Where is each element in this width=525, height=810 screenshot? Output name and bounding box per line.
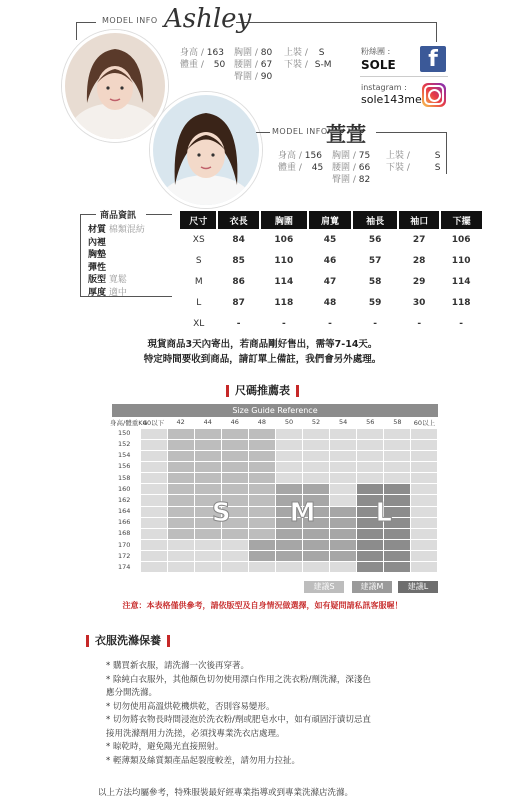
size-table-row [180,271,482,292]
guide-cell [384,540,410,550]
weight-tick: 54 [339,418,348,426]
guide-cell [195,440,221,450]
model-name: Ashley [164,4,252,34]
model1-measurements-mid: 胸圍 / 80 腰圍 / 67 臀圍 / 90 [234,48,273,82]
guide-cell [222,540,248,550]
size-cell: 85 [232,255,245,266]
size-cell: 110 [451,255,471,266]
model-name: 萱萱 [326,122,366,146]
size-cell: S [195,255,202,266]
guide-cell [411,518,437,528]
size-cell: 30 [412,297,426,308]
guide-cell [195,429,221,439]
guide-cell [411,551,437,561]
red-bar [86,635,89,647]
model-photo [150,92,262,208]
care-line: * 晾乾時，避免陽光直接照射。 [106,742,224,752]
guide-cell [195,562,221,572]
guide-cell [330,429,356,439]
weight-tick: 60以上 [413,419,436,427]
guide-cell [384,473,410,483]
guide-cell [168,484,194,494]
size-cell: - [459,318,464,329]
guide-cell [303,429,329,439]
guide-cell [411,529,437,539]
product-info-row: 版型 寬鬆 [88,275,127,285]
size-cell: 86 [232,276,245,287]
model-photo [62,30,168,142]
guide-cell [357,529,383,539]
size-cell: - [417,318,422,329]
size-table-row [180,229,482,250]
guide-cell [330,551,356,561]
guide-cell [276,440,302,450]
shipping-notice: 現貨商品3天內寄出，若商品剛好售出，需等7-14天。 [147,339,378,350]
guide-cell [303,562,329,572]
guide-cell [141,518,167,528]
guide-cell [330,540,356,550]
size-header: 袖口 [398,211,440,229]
size-cell: - [236,318,241,329]
guide-cell [411,562,437,572]
height-tick: 170 [118,540,131,549]
guide-cell [303,440,329,450]
model2-measurements-mid: 胸圍 / 75 腰圍 / 66 臀圍 / 82 [332,151,371,185]
model2-hip: 82 [358,175,371,185]
care-line: * 除純白衣服外，其他顏色切勿使用漂白作用之洗衣粉/劑洗滌，深淺色 [106,674,371,685]
size-letter-m: M [289,497,316,528]
guide-cell [276,540,302,550]
facebook-icon[interactable]: f [420,46,446,72]
guide-cell [222,562,248,572]
height-tick: 174 [118,562,131,571]
height-tick: 162 [118,495,131,504]
height-tick: 168 [118,529,131,538]
guide-cell [276,462,302,472]
guide-cell [384,562,410,572]
instagram-icon[interactable] [422,83,446,107]
weight-tick: 50 [284,418,294,426]
guide-cell [411,451,437,461]
guide-cell [195,484,221,494]
frame-line [76,22,96,23]
guide-cell [168,495,194,505]
guide-cell [330,495,356,505]
guide-cell [276,429,302,439]
guide-cell [384,551,410,561]
legend-s: 建議S [304,581,344,593]
guide-cell [303,551,329,561]
guide-cell [276,562,302,572]
weight-tick: 58 [393,418,402,426]
model1-chest: 80 [260,48,273,58]
size-cell: 106 [274,234,294,245]
guide-cell [411,507,437,517]
red-bar [296,385,299,397]
guide-cell [141,551,167,561]
size-table [180,211,482,334]
model-info-label: MODEL INFO [272,127,328,136]
model1-top: S [318,48,325,58]
guide-cell [249,507,275,517]
care-footer: 以上方法均屬參考，特殊服裝最好經專業指導或到專業洗滌店洗滌。 [98,788,354,798]
guide-cell [357,440,383,450]
guide-cell [384,429,410,439]
guide-cell [249,529,275,539]
guide-cell [330,484,356,494]
guide-cell [249,451,275,461]
red-bar [167,635,170,647]
guide-cell [276,473,302,483]
frame-line [376,132,446,133]
guide-cell [411,429,437,439]
guide-cell [303,473,329,483]
guide-cell [141,440,167,450]
size-note: 注意：本表格僅供參考，請依版型及自身情況做選擇，如有疑問請私訊客服喔！ [122,601,403,610]
guide-cell [249,429,275,439]
care-line: 接用洗滌劑用力洗搓，必須找專業洗衣店處理。 [106,728,285,739]
model2-weight: 45 [311,163,324,173]
frame-line [436,22,437,42]
size-guide-chart [112,417,438,573]
height-tick: 150 [118,429,131,437]
model2-height: 156 [304,151,322,161]
guide-cell [303,540,329,550]
guide-cell [141,462,167,472]
size-table-header [180,211,482,229]
size-cell: - [328,318,332,329]
guide-cell [168,462,194,472]
guide-cell [357,562,383,572]
size-guide-title: 尺碼推薦表 [0,382,525,398]
care-line: * 輕薄類及絲質類產品起裂度較差，請勿用力拉扯。 [106,755,300,766]
guide-cell [168,473,194,483]
frame-line [76,22,77,40]
model2-measurements-right: 上裝 / S 下裝 / S [386,151,441,173]
guide-cell [303,451,329,461]
divider [360,76,448,77]
guide-cell [195,473,221,483]
guide-cell [357,484,383,494]
guide-cell [168,451,194,461]
weight-tick: 40以下 [142,419,165,427]
guide-cell [168,562,194,572]
guide-cell [330,529,356,539]
guide-cell [141,451,167,461]
size-header: 胸圍 [260,211,308,229]
care-line: * 切勿將衣物長時間浸泡於洗衣粉/劑或肥皂水中，如有頑固汙漬切忌直 [106,715,371,725]
model2-bottom: S [434,163,441,173]
chart-title: Size Guide Reference [112,404,438,417]
fans-label: 粉絲團 : [361,47,391,56]
size-cell: 114 [451,276,471,287]
guide-cell [357,462,383,472]
guide-cell [303,529,329,539]
frame-line [256,132,270,133]
guide-cell [411,495,437,505]
size-header: 袖長 [352,211,398,229]
size-cell: M [194,276,203,287]
model-info-label: MODEL INFO [102,16,158,25]
guide-cell [195,462,221,472]
size-letter-l: L [375,497,393,528]
weight-tick: 56 [366,418,375,426]
guide-cell [330,518,356,528]
model2-chest: 75 [358,151,371,161]
model2-top: S [434,151,441,161]
guide-cell [384,462,410,472]
guide-cell [384,484,410,494]
guide-cell [168,440,194,450]
guide-cell [168,518,194,528]
model1-measurements-right: 上裝 / S 下裝 / S-M [284,48,332,70]
size-cell: 106 [451,234,471,245]
guide-cell [411,484,437,494]
guide-cell [249,562,275,572]
weight-tick: 42 [176,418,185,426]
height-tick: 154 [118,451,131,460]
frame-line [446,132,447,174]
size-cell: - [281,318,286,329]
guide-cell [357,551,383,561]
model1-weight: 50 [213,60,226,70]
size-header: 尺寸 [180,211,217,229]
guide-cell [141,429,167,439]
guide-cell [249,462,275,472]
product-info-row: 內裡 [88,237,107,248]
guide-cell [249,551,275,561]
size-cell: XS [192,234,205,245]
guide-cell [168,551,194,561]
size-cell: 114 [274,276,294,287]
guide-cell [330,473,356,483]
guide-cell [168,540,194,550]
product-info-row: 彈性 [88,262,107,273]
guide-cell [195,540,221,550]
guide-cell [357,429,383,439]
frame-line [80,214,81,296]
guide-cell [141,473,167,483]
guide-cell [411,540,437,550]
height-tick: 166 [118,518,131,527]
instagram-name[interactable]: sole143me [361,93,422,106]
frame-line [80,214,96,215]
guide-cell [330,462,356,472]
guide-cell [249,540,275,550]
size-cell: 45 [323,234,337,245]
size-cell: 58 [368,276,382,287]
guide-cell [303,484,329,494]
care-line: * 購買新衣服，請洗滌一次後再穿著。 [106,661,249,671]
guide-cell [141,529,167,539]
guide-cell [141,495,167,505]
model1-waist: 67 [260,60,273,70]
guide-cell [384,451,410,461]
weight-tick: 48 [257,418,267,426]
size-cell: 59 [368,297,382,308]
guide-cell [411,440,437,450]
guide-cell [357,540,383,550]
frame-line [236,22,436,23]
size-cell: 27 [412,234,426,245]
guide-cell [195,551,221,561]
size-cell: 29 [412,276,426,287]
product-info-row: 胸墊 [88,250,107,260]
size-cell: 46 [323,255,337,266]
guide-cell [249,484,275,494]
care-list [106,660,371,768]
model2-measurements-left: 身高 / 156 體重 / 45 [278,151,324,173]
weight-tick: 52 [311,418,321,426]
guide-cell [276,451,302,461]
size-table-row [180,250,482,271]
care-title: 衣服洗滌保養 [86,632,176,648]
guide-cell [222,429,248,439]
guide-cell [141,484,167,494]
product-info-row: 厚度 適中 [88,287,127,298]
size-cell: - [373,318,377,329]
height-tick: 172 [118,551,131,560]
legend-m: 建議M [352,581,392,593]
guide-cell [222,529,248,539]
guide-cell [357,451,383,461]
guide-cell [222,473,248,483]
guide-cell [330,507,356,517]
height-tick: 156 [118,462,131,471]
size-header: 肩寬 [308,211,352,229]
size-cell: 56 [368,234,382,245]
guide-cell [357,473,383,483]
guide-cell [411,473,437,483]
guide-cell [384,529,410,539]
corner-label: 身高/體重KG [110,419,148,427]
red-bar [226,385,229,397]
size-header: 衣長 [217,211,259,229]
size-cell: 118 [274,297,294,308]
guide-cell [330,451,356,461]
care-line: * 切勿使用高溫烘乾機烘乾，否則容易變形。 [106,701,275,712]
height-tick: 152 [118,440,131,449]
instagram-label: instagram : [361,83,407,92]
guide-cell [411,462,437,472]
weight-tick: 44 [203,418,212,426]
guide-cell [222,551,248,561]
product-info-row: 材質 棉類混紡 [88,225,145,235]
size-cell: 118 [451,297,471,308]
guide-cell [303,462,329,472]
size-cell: 57 [368,255,382,266]
guide-cell [195,451,221,461]
size-cell: XL [193,318,205,329]
model2-waist: 66 [358,163,371,173]
guide-cell [249,440,275,450]
height-tick: 164 [118,507,131,516]
size-cell: L [196,297,202,308]
fans-name[interactable]: SOLE [361,58,396,72]
guide-cell [168,507,194,517]
height-tick: 160 [118,484,131,493]
guide-cell [195,529,221,539]
size-cell: 84 [232,234,245,245]
guide-cell [384,440,410,450]
guide-cell [168,529,194,539]
model1-hip: 90 [260,72,273,82]
guide-cell [276,484,302,494]
guide-cell [330,440,356,450]
product-info-title: 商品資訊 [100,211,137,221]
frame-line [146,214,172,215]
guide-cell [222,462,248,472]
weight-tick: 46 [230,418,239,426]
guide-cell [249,518,275,528]
guide-cell [222,484,248,494]
product-info-list [88,224,145,299]
size-cell: 28 [412,255,426,266]
model1-measurements-left: 身高 / 163 體重 / 50 [180,48,226,70]
guide-cell [222,440,248,450]
guide-cell [141,562,167,572]
shipping-notice: 特定時間要收到商品，請訂單上備註，我們會另外處理。 [143,354,382,365]
legend-l: 建議L [398,581,438,593]
size-table-row [180,313,482,334]
guide-cell [249,495,275,505]
guide-cell [330,562,356,572]
guide-cell [168,429,194,439]
size-cell: 87 [232,297,245,308]
model1-height: 163 [206,48,224,58]
model1-bottom: S-M [314,60,332,70]
height-tick: 158 [118,473,131,482]
care-line: 應分開洗滌。 [106,688,158,698]
size-cell: 47 [323,276,337,287]
guide-cell [141,540,167,550]
size-table-row [180,292,482,313]
guide-cell [141,507,167,517]
guide-cell [249,473,275,483]
guide-cell [276,551,302,561]
size-header: 下擺 [440,211,482,229]
guide-cell [222,451,248,461]
size-letter-s: S [211,497,231,528]
size-cell: 48 [323,297,337,308]
size-cell: 110 [274,255,294,266]
guide-cell [276,529,302,539]
